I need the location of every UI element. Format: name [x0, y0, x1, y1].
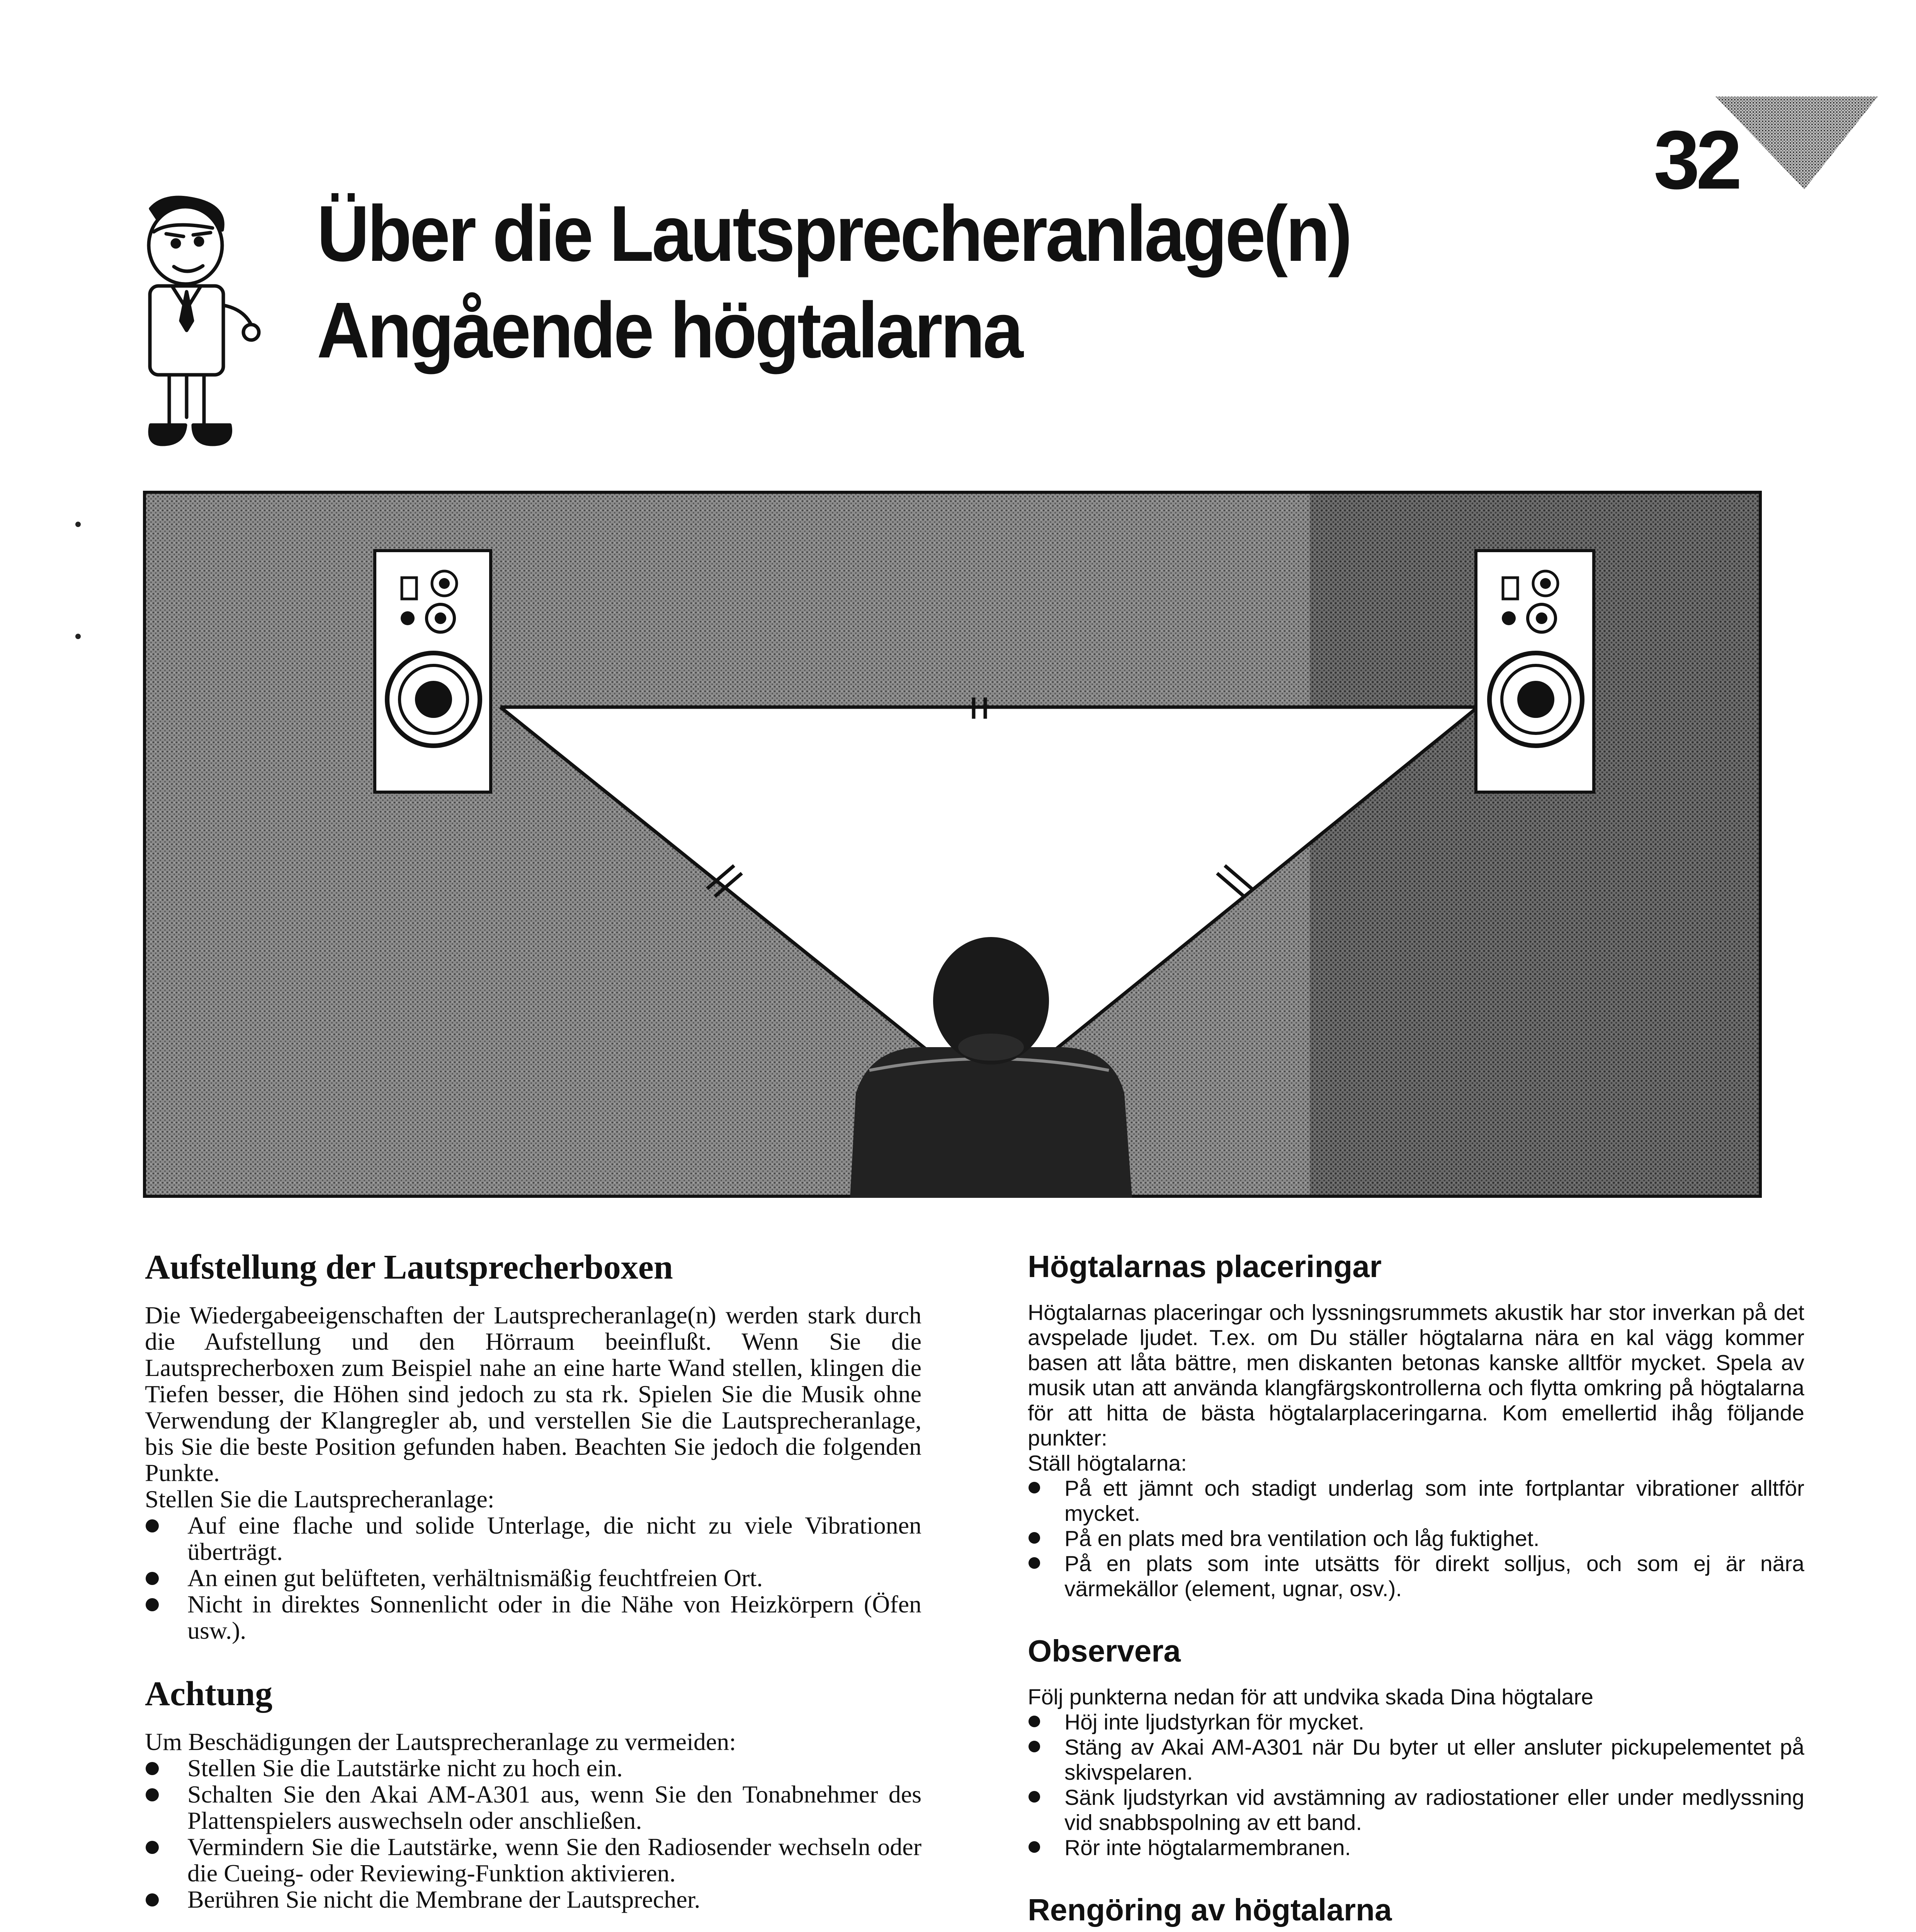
- swedish-placement-list: [1028, 1476, 1804, 1602]
- page-number: 32: [1654, 113, 1739, 206]
- mascot-illustration: [135, 193, 263, 456]
- german-caution-section: [145, 1675, 921, 1913]
- german-placement-heading: Aufstellung der Lautsprecherboxen: [145, 1248, 673, 1286]
- list-item: Vermindern Sie die Lautstärke, wenn Sie den Radiosender wechseln oder die Cueing- oder Reviewing-Funktion aktivieren.: [145, 1834, 921, 1886]
- speaker-placement-figure: [143, 491, 1762, 1198]
- list-item: På ett jämnt och stadigt underlag som inte fortplantar vibrationer alltför mycket.: [1028, 1476, 1804, 1526]
- german-placement-intro: Stellen Sie die Lautsprecheranlage:: [145, 1485, 495, 1513]
- german-placement-section: [145, 1248, 921, 1644]
- list-item: Stäng av Akai AM-A301 när Du byter ut eller ansluter pickupelementet på skivspelaren.: [1028, 1735, 1804, 1785]
- title-german: Über die Lautsprecheranlage(n): [317, 189, 1350, 278]
- german-caution-list: [145, 1755, 921, 1913]
- scan-speck: [75, 634, 81, 639]
- list-item: Schalten Sie den Akai AM-A301 aus, wenn Sie den Tonabnehmer des Plattenspielers auswechseln oder anschließen.: [145, 1781, 921, 1834]
- corner-triangle-mark: [1715, 77, 1878, 193]
- title-swedish: Angående högtalarna: [317, 286, 1022, 374]
- german-caution-heading: Achtung: [145, 1675, 273, 1713]
- swedish-caution-heading: Observera: [1028, 1634, 1181, 1668]
- right-speaker: [1476, 551, 1594, 792]
- swedish-column: [1028, 1248, 1804, 1932]
- list-item: Sänk ljudstyrkan vid avstämning av radiostationer eller under medlyssning vid snabbspolning av ett band.: [1028, 1785, 1804, 1835]
- list-item: På en plats som inte utsätts för direkt solljus, och som ej är nära värmekällor (element, ugnar, osv.).: [1028, 1551, 1804, 1602]
- swedish-placement-paragraph: Högtalarnas placeringar och lyssningsrummets akustik har stor inverkan på det avspelade ljudet. T.ex. om Du ställer högtalarna nära en kal vägg kommer basen att låta bättre, men diskanten betonas kanske alltför mycket. Spela av musik utan att använda klangfärgskontrollerna och flytta omkring på högtalarna för att hitta de bästa högtalarplaceringarna. Kom emellertid ihåg följande punkter:: [1028, 1300, 1804, 1451]
- swedish-placement-heading: Högtalarnas placeringar: [1028, 1249, 1382, 1284]
- swedish-cleaning-heading: Rengöring av högtalarna: [1028, 1893, 1392, 1927]
- list-item: Auf eine flache und solide Unterlage, die nicht zu viele Vibrationen überträgt.: [145, 1512, 921, 1565]
- swedish-placement-section: [1028, 1248, 1804, 1602]
- swedish-cleaning-section: [1028, 1891, 1804, 1932]
- list-item: An einen gut belüfteten, verhältnismäßig feuchtfreien Ort.: [145, 1565, 921, 1591]
- swedish-caution-intro: Följ punkterna nedan för att undvika skada Dina högtalare: [1028, 1685, 1593, 1709]
- list-item: Rör inte högtalarmembranen.: [1028, 1835, 1804, 1861]
- german-placement-paragraph: Die Wiedergabeeigenschaften der Lautsprecheranlage(n) werden stark durch die Aufstellung und den Hörraum beeinflußt. Wenn Sie die Lautsprecherboxen zum Beispiel nahe an eine harte Wand stellen, klingen die Tiefen besser, die Höhen sind jedoch zu sta rk. Spielen Sie die Musik ohne Verwendung der Klangregler ab, und verstellen Sie die Lautsprecheranlage, bis Sie die beste Position gefunden haben. Beachten Sie jedoch die folgenden Punkte.: [145, 1301, 921, 1486]
- swedish-caution-list: [1028, 1710, 1804, 1861]
- swedish-caution-section: [1028, 1633, 1804, 1861]
- left-speaker: [375, 551, 491, 792]
- list-item: Nicht in direktes Sonnenlicht oder in die Nähe von Heizkörpern (Öfen usw.).: [145, 1591, 921, 1644]
- list-item: Höj inte ljudstyrkan för mycket.: [1028, 1710, 1804, 1735]
- german-caution-intro: Um Beschädigungen der Lautsprecheranlage zu vermeiden:: [145, 1728, 736, 1755]
- scan-speck: [75, 522, 81, 527]
- list-item: Berühren Sie nicht die Membrane der Lautsprecher.: [145, 1886, 921, 1913]
- page-title: [317, 185, 1350, 379]
- list-item: Stellen Sie die Lautstärke nicht zu hoch ein.: [145, 1755, 921, 1781]
- german-column: [145, 1248, 921, 1932]
- list-item: På en plats med bra ventilation och låg fuktighet.: [1028, 1526, 1804, 1551]
- swedish-placement-intro: Ställ högtalarna:: [1028, 1451, 1187, 1476]
- german-placement-list: [145, 1512, 921, 1644]
